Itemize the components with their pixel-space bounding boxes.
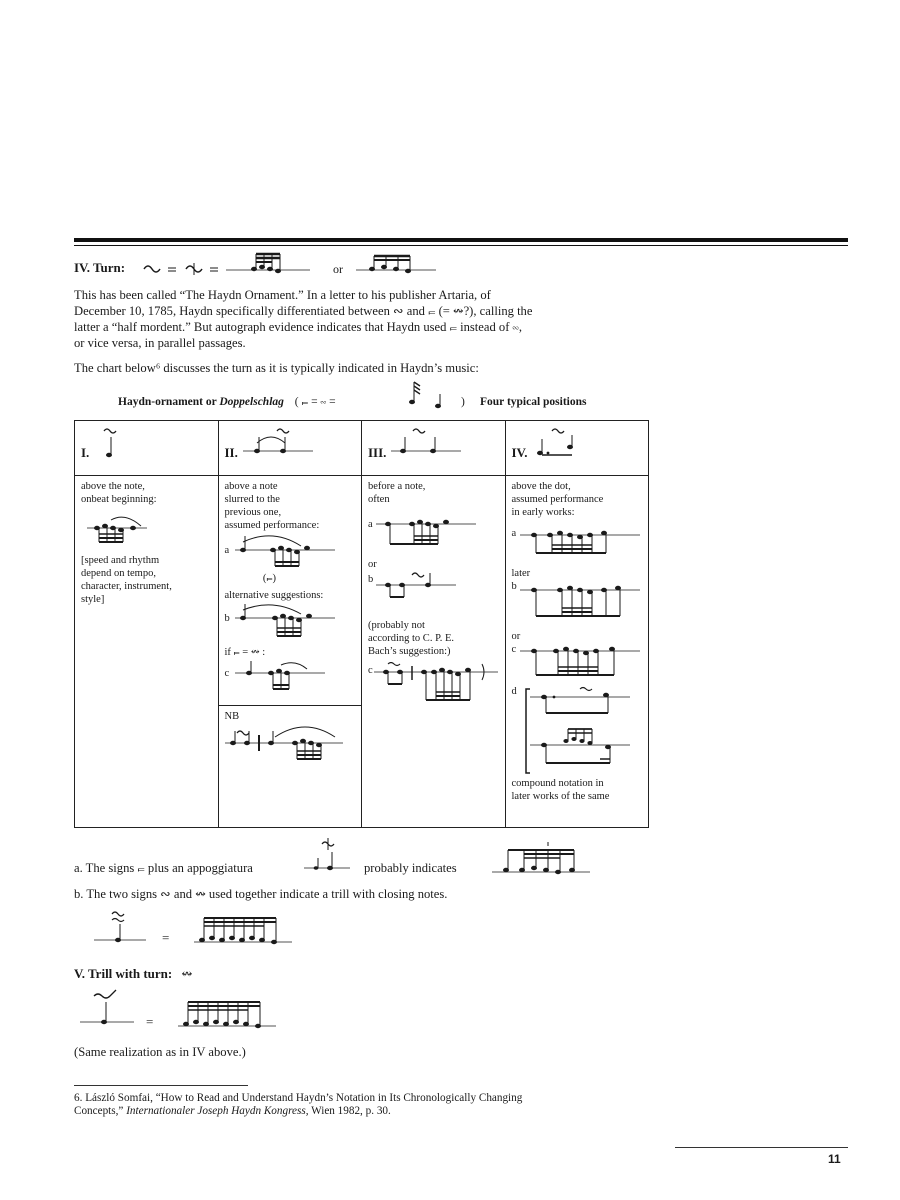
turn-or: or	[333, 262, 343, 276]
col2-example-c	[225, 659, 356, 695]
example-label: a	[368, 519, 373, 530]
note-a-suffix: probably indicates	[364, 861, 457, 875]
col2-text-line: slurred to the	[224, 494, 280, 505]
chart-head-cell	[75, 421, 219, 476]
col4-compound-line: compound notation in	[511, 778, 604, 789]
caption-close: )	[461, 396, 465, 408]
col2-text-line: assumed performance:	[224, 520, 320, 531]
example-label: a	[511, 528, 517, 539]
turn-heading-label: IV. Turn:	[74, 260, 126, 275]
col3-text-line: before a note,	[368, 481, 426, 492]
turn-positions-chart	[74, 420, 649, 828]
col2-divider	[219, 705, 362, 706]
four-positions-label: Four typical positions	[480, 396, 587, 408]
chart-caption	[118, 396, 336, 409]
col4-text-line: above the dot,	[511, 481, 571, 492]
col3-realization-a	[376, 510, 486, 554]
trill-same-realization: (Same realization as in IV above.)	[74, 1045, 246, 1059]
chart-caption-sign: ( ⫭ = ∾ =	[294, 396, 336, 408]
column-numeral: IV.	[511, 445, 528, 460]
example-label: c	[224, 668, 230, 679]
example-label: a	[224, 545, 230, 556]
col1-note-line: style]	[81, 594, 105, 605]
page-number-rule	[675, 1147, 848, 1148]
col1-note-line: [speed and rhythm	[81, 555, 160, 566]
example-label: c	[368, 665, 373, 676]
paragraph-line: This has been called “The Haydn Ornament.” In a letter to his publisher Artaria, of	[74, 288, 491, 302]
col4-or: or	[511, 631, 521, 642]
example-label: d	[511, 686, 517, 697]
trill-heading	[74, 966, 192, 982]
before-note-turn-icon	[391, 425, 461, 461]
paragraph-line: latter a “half mordent.” But autograph evidence indicates that Haydn used ⫭ instead of ∾,	[74, 320, 523, 334]
col3-example-b	[368, 571, 499, 607]
note-a-realization	[492, 842, 592, 878]
col4-later: later	[511, 568, 531, 579]
col4-example-a	[512, 523, 643, 563]
col2-realization-c	[235, 659, 335, 695]
chart-head-cell	[218, 421, 362, 476]
footnote-line: 6. László Somfai, “How to Read and Understand Haydn’s Notation in Its Chronologically Changing	[74, 1092, 523, 1104]
top-rule-thin	[74, 245, 848, 246]
chart-cell-col4	[505, 476, 649, 828]
note-b-text: b. The two signs ∾ and ↭ used together indicate a trill with closing notes.	[74, 887, 448, 901]
footnote-italic: Internationaler Joseph Haydn Kongress,	[126, 1105, 309, 1117]
col4-realization-b	[520, 580, 644, 624]
slurred-turn-icon	[243, 425, 313, 461]
footnote-rule	[74, 1085, 248, 1086]
footnote	[74, 1092, 650, 1118]
col2-realization-a	[235, 532, 345, 572]
col2-text-line: above a note	[224, 481, 278, 492]
trill-equals: =	[146, 1014, 154, 1029]
page-number: 11	[828, 1152, 841, 1166]
col1-text-line: onbeat beginning:	[81, 494, 157, 505]
col2-nb-example	[225, 725, 345, 765]
turn-signs-notation	[140, 252, 440, 278]
paragraph-haydn-ornament	[74, 287, 650, 351]
col3-example-c	[368, 662, 499, 706]
chart-header-row	[75, 421, 649, 476]
note-b-realization	[194, 914, 294, 948]
note-b-equals: =	[162, 930, 170, 945]
col4-text-line: in early works:	[511, 507, 575, 518]
col2-text-line: previous one,	[224, 507, 282, 518]
col1-note-line: depend on tempo,	[81, 568, 156, 579]
chart-caption-prefix: Haydn-ornament or	[118, 396, 220, 408]
col2-alt-label: alternative suggestions:	[224, 590, 324, 601]
note-b-sign	[90, 908, 150, 948]
footnote-prefix: Concepts,”	[74, 1105, 127, 1117]
col2-nb-label: NB	[224, 711, 240, 722]
example-label: b	[511, 581, 517, 592]
turn-note-icon	[96, 425, 126, 461]
col3-example-a	[368, 510, 499, 554]
column-numeral: I.	[81, 445, 90, 460]
trill-sign: ↭	[181, 966, 193, 981]
col4-realization-d	[520, 685, 644, 777]
col4-example-b	[512, 580, 643, 624]
col2-example-b	[225, 602, 356, 642]
col3-realization-c	[374, 662, 500, 706]
column-numeral: II.	[224, 445, 238, 460]
dotted-turn-icon	[532, 425, 592, 461]
chart-body-row	[75, 476, 649, 828]
caption-notation	[402, 378, 462, 412]
col2-paren-sign: (⫭)	[262, 573, 277, 584]
top-rule-thick	[74, 238, 848, 242]
trill-heading-label: V. Trill with turn:	[74, 966, 173, 981]
col1-realization	[81, 512, 151, 546]
chart-cell-col2	[218, 476, 362, 828]
col3-realization-b	[376, 571, 466, 607]
footnote-suffix: Wien 1982, p. 30.	[308, 1105, 391, 1117]
footnote-line	[74, 1105, 650, 1118]
example-label: b	[368, 574, 374, 585]
appoggiatura-notation	[300, 838, 360, 878]
paragraph-line: or vice versa, in parallel passages.	[74, 336, 246, 350]
col4-text-line: assumed performance	[511, 494, 604, 505]
col4-example-c	[512, 643, 643, 683]
trill-sign-note	[78, 990, 138, 1030]
example-label: b	[224, 613, 230, 624]
paragraph-line: December 10, 1785, Haydn specifically differentiated between ∾ and ⫭ (= ↭?), calling the	[74, 304, 533, 318]
col4-realization-c	[520, 643, 644, 683]
col4-realization-a	[520, 523, 644, 563]
col2-example-a	[225, 532, 356, 572]
col3-paren-line: Bach’s suggestion:)	[368, 646, 451, 657]
col3-paren-line: (probably not	[368, 620, 425, 631]
col3-text-line: often	[368, 494, 390, 505]
col2-if-text: if ⫭ = ↭ :	[224, 647, 266, 658]
chart-cell-col3	[362, 476, 506, 828]
col3-paren-line: according to C. P. E.	[368, 633, 455, 644]
example-label: c	[511, 644, 517, 655]
note-a-prefix: a. The signs ⫭ plus an appoggiatura	[74, 861, 253, 875]
col4-compound-line: later works of the same	[511, 791, 610, 802]
chart-caption-italic: Doppelschlag	[219, 396, 284, 408]
col1-text-line: above the note,	[81, 481, 145, 492]
column-numeral: III.	[368, 445, 387, 460]
col4-example-d	[512, 685, 643, 777]
trill-realization	[178, 998, 278, 1032]
chart-cell-col1	[75, 476, 219, 828]
col1-note-line: character, instrument,	[81, 581, 172, 592]
col3-or: or	[368, 559, 377, 570]
paragraph-chart-intro: The chart below⁶ discusses the turn as it is typically indicated in Haydn’s music:	[74, 361, 479, 375]
chart-head-cell	[505, 421, 649, 476]
turn-heading	[74, 260, 125, 276]
col2-realization-b	[235, 602, 345, 642]
chart-head-cell	[362, 421, 506, 476]
